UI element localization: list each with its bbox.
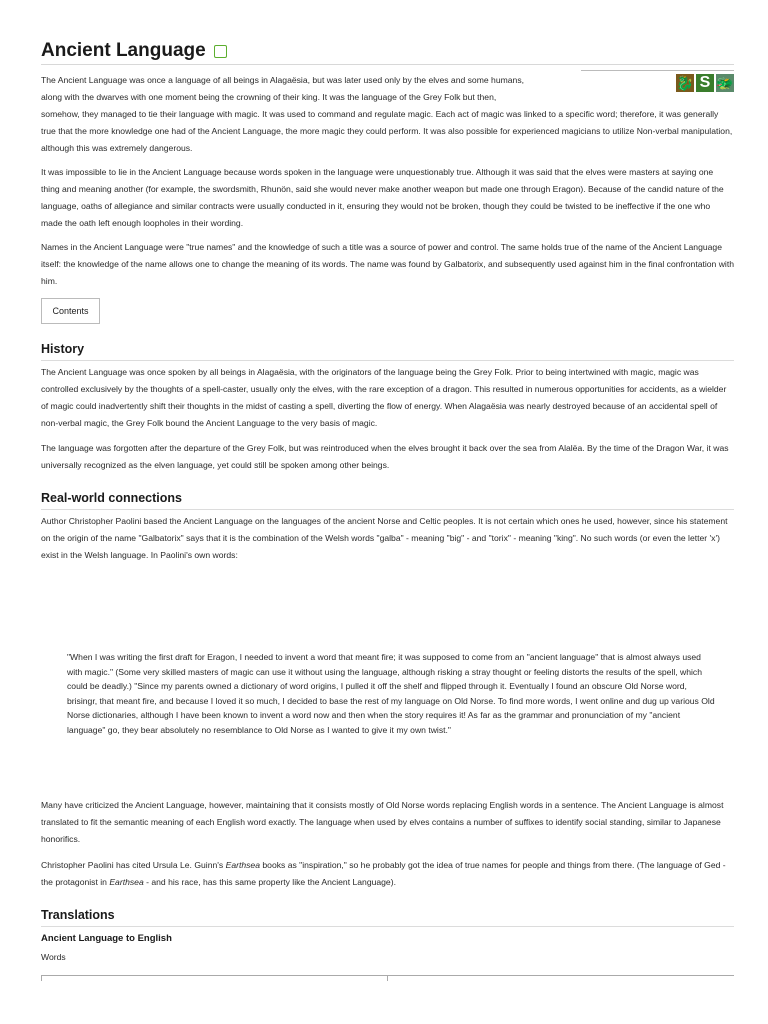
realworld-paragraph-2: Many have criticized the Ancient Language, however, maintaining that it consists mostly of Old Norse words replacing English words in a sentence. The Ancient Language is almost translated to fit the semantic meaning of each English word exactly. The language when used by elves contains a number of suffixes to identify social standing, similar to Japanese honorifics. (41, 800, 724, 844)
translations-heading: Translations (41, 908, 115, 922)
translations-divider (41, 926, 734, 927)
realworld-paragraph-1: Author Christopher Paolini based the Ancient Language on the languages of the ancient Norse and Celtic peoples. It is not certain which ones he used, however, since his statement on the origin of the name "Galbatorix" says that it is the combination of the Welsh words "galba" - meaning "big" - and "torix" - meaning "king". No such words (or even the letter 'x') exist in the Welsh language. In Paolini's own words: (41, 516, 728, 560)
intro-line-2: along with the dwarves with one moment being the crowning of their king. It was the language of the Grey Folk but then, (41, 92, 497, 102)
earthsea-title-2: Earthsea (109, 877, 144, 887)
words-table-left-edge (41, 975, 42, 981)
realworld-divider (41, 509, 734, 510)
title-divider (41, 64, 734, 65)
intro-line-1: The Ancient Language was once a language of all beings in Alagaësia, but was later used only by the elves and some humans, (41, 75, 525, 85)
words-label: Words (41, 952, 66, 962)
history-paragraph-2: The language was forgotten after the departure of the Grey Folk, but was reintroduced when the elves brought it back over the sea from Alalëa. By the time of the Dragon War, it was universally recognized as the elven language, yet could still be spoken among other beings. (41, 443, 729, 470)
history-heading: History (41, 342, 85, 356)
history-paragraph-1: The Ancient Language was once spoken by all beings in Alagaësia, with the originators of the language being the Grey Folk. Prior to being intertwined with magic, magic was controlled exclusively by the thoughts of a spell-caster, usually only the elves, with the rare exception of a dragon. This resulted in numerous opportunities for accidents, as a wielder of magic could inadvertently shift their thoughts in the midst of casting a spell, diverting the flow of energy. When Alagaësia was nearly destroyed because of an accidental spell of non-verbal magic, the Grey Folk bound the Ancient Language to the very basis of magic. (41, 367, 727, 428)
edit-icon[interactable] (214, 45, 227, 58)
translations-subheading: Ancient Language to English (41, 933, 172, 944)
intro-paragraph-3: Names in the Ancient Language were "true names" and the knowledge of such a title was a source of power and control. The same holds true of the name of the Ancient Language itself: the knowledge of the name allows one to change the meaning of its words. The name was found by Galbatorix, and subsequently used against him in the final confrontation with him. (41, 242, 735, 286)
p3-text-a: Christopher Paolini has cited Ursula Le. Guinn's (41, 860, 226, 870)
page-title-text: Ancient Language (41, 40, 206, 61)
realworld-heading: Real-world connections (41, 491, 182, 505)
words-table-column-divider (387, 975, 388, 981)
page-title (41, 40, 227, 62)
realworld-paragraph-3 (41, 857, 734, 891)
s-logo-icon[interactable]: S (696, 74, 714, 92)
p3-text-c: - and his race, has this same property like the Ancient Language). (143, 877, 396, 887)
history-divider (41, 360, 734, 361)
dragon-icon[interactable]: 🐉 (676, 74, 694, 91)
contents-toggle[interactable]: Contents (41, 298, 100, 324)
earthsea-title-1: Earthsea (225, 860, 260, 870)
green-dragon-icon[interactable]: 🐲 (716, 74, 734, 91)
p3-text-b: books as "inspiration," so he probably got the idea of true names for people and things from there. (The language of Ged - the protagonist in (41, 860, 726, 887)
intro-paragraph-1-rest: somehow, they managed to tie their language with magic. It was used to command and regulate magic. Each act of magic was linked to a specific word; therefore, it was generally true that the more knowledge one had of the Ancient Language, the more magic they could perform. It was also possible for experienced magicians to utilize Non-verbal manipulation, although this was extremely dangerous. (41, 109, 733, 153)
paolini-quote: "When I was writing the first draft for Eragon, I needed to invent a word that meant fire; it was supposed to come from an "ancient language" that is almost always used with magic." (Some very skilled masters of magic can use it without using the language, although risking a stray thought or feeling distorts the results of the spell, which could be deadly.) "Since my parents owned a dictionary of word origins, I pulled it off the shelf and flipped through it. Eventually I found an obscure Old Norse word, brisingr, that meant fire, and because I loved it so much, I decided to base the rest of my language on Old Norse. To find more words, I went online and dug up various Old Norse dictionaries, although I have been known to invent a word now and then when the story requires it! As far as the grammar and pronunciation of my "ancient language" go, they bear absolutely no resemblance to Old Norse as I wanted to give it my own twist." (67, 652, 715, 735)
intro-paragraph-2: It was impossible to lie in the Ancient Language because words spoken in the language were unquestionably true. Although it was said that the elves were masters at saying one thing and meaning another (for example, the swordsmith, Rhunön, said she would never make another weapon but made one through Eragon). Because of the candid nature of the language, oaths of allegiance and similar contracts were usually conducted in it, ensuring they would not be broken, though they could be twisted to be ineffective if the one who made the oath left enough loopholes in their wording. (41, 167, 724, 228)
